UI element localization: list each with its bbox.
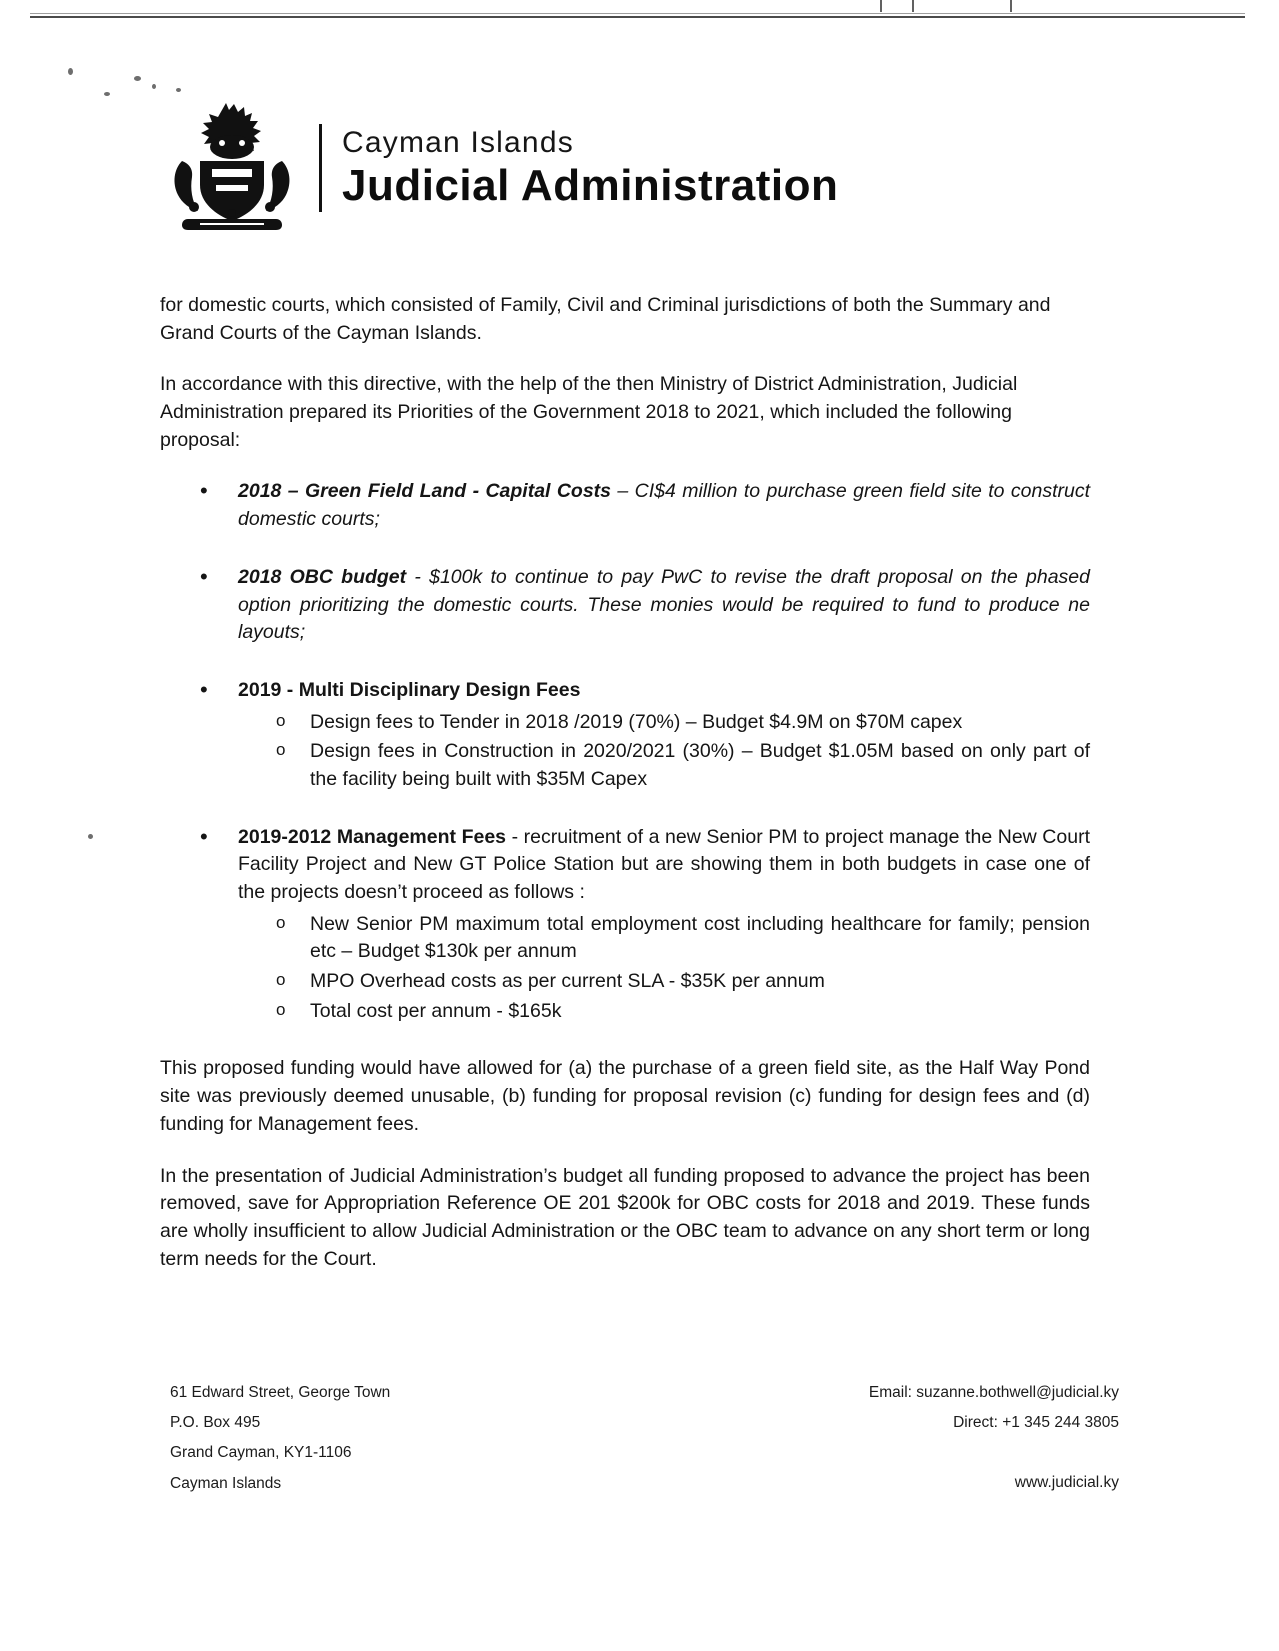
sub-list-item: o Design fees to Tender in 2018 /2019 (70%) – Budget $4.9M on $70M capex (238, 709, 1090, 737)
bullet-1-text (238, 564, 1090, 647)
proposal-bullet-list (160, 478, 1090, 1025)
bullet-1-rest: - $100k to continue to pay PwC to revise the draft proposal on the phased option prioritizing the domestic courts. These monies would be required to fund to produce ne layouts; (238, 565, 1090, 644)
scan-artifact-speck (104, 92, 110, 96)
paragraph-4: In the presentation of Judicial Administration’s budget all funding proposed to advance the project has been removed, save for Appropriation Reference OE 201 $200k for OBC costs for 2018 and 2019. These funds are wholly insufficient to allow Judicial Administration or the OBC team to advance on any short term or long term needs for the Court. (160, 1164, 1090, 1270)
address-line-1: 61 Edward Street, George Town (170, 1384, 391, 1401)
list-item (160, 824, 1090, 1026)
address-line-4: Cayman Islands (170, 1474, 282, 1492)
scan-artifact-tick (912, 0, 914, 12)
list-item (160, 478, 1090, 533)
scan-artifact-speck (176, 88, 181, 92)
scan-artifact-speck (88, 834, 93, 839)
letterhead (160, 95, 838, 240)
letterhead-divider (319, 124, 322, 212)
bullet-3-lead: 2019-2012 Management Fees (238, 825, 507, 848)
bullet-2-lead: 2019 - Multi Disciplinary Design Fees (238, 678, 581, 701)
bullet-3-text (238, 824, 1090, 907)
scan-artifact-line (30, 16, 1245, 18)
document-body (160, 292, 1090, 1297)
scan-artifact-tick (880, 0, 882, 12)
scan-artifact-tick (1010, 0, 1012, 12)
address-line-3: Grand Cayman, KY1-1106 (170, 1444, 352, 1462)
cayman-islands-coat-of-arms-icon (160, 95, 305, 240)
scan-artifact-line-thin (30, 13, 1245, 14)
footer-spacer (869, 1438, 1119, 1468)
organisation-name: Cayman Islands (342, 125, 574, 159)
footer-address (170, 1378, 390, 1499)
footer-email: Email: suzanne.bothwell@judicial.ky (868, 1384, 1119, 1401)
bullet-2-text (238, 677, 1090, 705)
sub-list-item: o Total cost per annum - $165k (238, 998, 1090, 1026)
paragraph-2: In accordance with this directive, with the help of the then Ministry of District Administration, Judicial Administration prepared its Priorities of the Government 2018 to 2021, which included the following proposal: (160, 373, 1018, 451)
scan-artifact-speck (152, 84, 156, 89)
scan-artifact-speck (134, 76, 141, 81)
footer-direct-phone: Direct: +1 345 244 3805 (953, 1414, 1119, 1432)
bullet-0-lead: 2018 – Green Field Land - Capital Costs (238, 480, 612, 503)
list-item (160, 564, 1090, 647)
letterhead-text (342, 125, 839, 210)
bullet-3-sublist (238, 911, 1090, 1026)
bullet-0-text (238, 478, 1090, 533)
address-line-2: P.O. Box 495 (170, 1414, 261, 1432)
letterhead-footer (170, 1378, 1119, 1499)
paragraph-1: for domestic courts, which consisted of Family, Civil and Criminal jurisdictions of both the Summary and Grand Courts of the Cayman Islands. (160, 294, 1051, 344)
footer-website: www.judicial.ky (1014, 1474, 1119, 1492)
bullet-0-rest: – CI$4 million to purchase green field site to construct domestic courts; (238, 480, 1090, 531)
department-name: Judicial Administration (342, 160, 839, 210)
list-item (160, 677, 1090, 794)
paragraph-3: This proposed funding would have allowed for (a) the purchase of a green field site, as the Half Way Pond site was previously deemed unusable, (b) funding for proposal revision (c) funding for design fees and (d) funding for Management fees. (160, 1057, 1090, 1135)
scan-artifact-speck (68, 68, 73, 75)
footer-contact (869, 1378, 1119, 1499)
bullet-2-sublist (238, 709, 1090, 794)
sub-list-item: o MPO Overhead costs as per current SLA - $35K per annum (238, 968, 1090, 996)
sub-list-item: o New Senior PM maximum total employment cost including healthcare for family; pension etc – Budget $130k per annum (238, 911, 1090, 966)
bullet-3-rest: - recruitment of a new Senior PM to project manage the New Court Facility Project and New GT Police Station but are showing them in both budgets in case one of the projects doesn’t proceed as follows : (238, 825, 1090, 903)
bullet-1-lead: 2018 OBC budget (238, 565, 407, 588)
sub-list-item: o Design fees in Construction in 2020/2021 (30%) – Budget $1.05M based on only part of the facility being built with $35M Capex (238, 738, 1090, 793)
